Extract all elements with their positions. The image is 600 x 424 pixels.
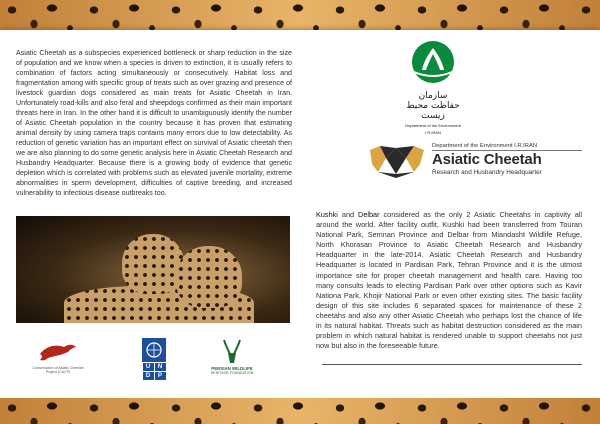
undp-logo	[140, 338, 168, 380]
body-text: considered as the only 2 Asiatic Cheetahs in captivity all around the world. After facility outfit, Kushki had been transferred from Touran National Park, Semnan Province and Delbar from Miandasht Wildlife Refuge, North Khorasan Province to Asiatic Cheetah Research and Husbandry Headquarter in the late-2014. Asiatic Cheetah Research and Husbandry Headquarter is located in Pardisan Park, Tehran Province and it is the utmost importance site for proper cheetah management and health care. Having too many consults leads to electing Pardisan Park over other options such as Kavir Nationa Park, Khojir National Park or even other existing sites. The basic facility design of this site includes 6 separated spaces for maintenance of these 2 cheetahs and also any other Asiatic Cheetah who perhaps lost the chance of life in its natural habitat. Threats such as habitat destruction considered as the main problem in which natural habitat is rendered unable to support cheetahs not just now but also in the foreseeable future.	[316, 210, 582, 351]
cheetah-name-delbar: Delbar	[358, 210, 380, 219]
left-column	[16, 48, 292, 198]
cheetahs-photo	[16, 216, 290, 323]
cheetah-name-kushki: Kushki	[316, 210, 338, 219]
persian-wildlife-logo	[200, 338, 264, 375]
cheetah-head-left	[122, 234, 184, 294]
cheetah-head-right	[176, 246, 242, 308]
doe-emblem-icon	[404, 40, 462, 84]
doe-english-label: Department of the Environment	[405, 123, 461, 128]
intro-paragraph: Asiatic Cheetah as a subspecies experienced bottleneck or sharp reduction in the size of population and we know when a species is driven to extinction, it is usually refers to combination of factors acting simultaneously or consecutively. Habitat loss and fragmentation among with specific group of treats such as over grazing and presence of livestock guardian dogs considered as main treats for Asiatic Cheetah in Iran. Unfortunately road-kills and also feral and sheepdogs confirmed as their main important threats here in Iran. In the other hand it is difficult to unambiguously identify the number of Asiatic Cheetah population in the country because it has proven that estimating animal density by using camera traps contains many errors due to low detectability. As reduction of genetic variation has an important effect on survival of Asiatic cheetah then we are also planning to do some genetic analysis here in Asiatic Cheetah Research and Husbandry Headquarter. Because there is a growing body of evidence that genetic depletion which is correlated with problems such as elevated juvenile mortality, extreme abnormalities in sperm development, difficulties of captive breeding, and increased vulnerability to infectious disease outbreaks too.	[16, 49, 292, 197]
persian-wildlife-label: PERSIAN WILDLIFE	[211, 366, 253, 371]
doe-english-sub: I.R.IRAN	[425, 130, 441, 135]
cheetah-pattern-icon	[366, 142, 426, 180]
cacp-label: Conservation of Asiatic Cheetah Project (CACP)	[32, 366, 84, 374]
body-paragraph	[316, 210, 582, 351]
cacp-logo	[30, 338, 86, 374]
ac-small-title: Department of the Environment I.R.IRAN	[432, 143, 538, 149]
asiatic-cheetah-logo	[366, 142, 586, 180]
cheetah-fur-band-bottom	[0, 398, 600, 424]
brochure-page	[0, 30, 600, 402]
doe-persian-text: سازمان حفاظت محیط زیست	[406, 91, 460, 121]
partner-logos	[30, 338, 266, 382]
ac-subtitle: Research and Husbandry Headquarter	[432, 169, 542, 176]
running-cheetah-icon	[38, 338, 78, 364]
antelope-head-icon	[216, 338, 248, 364]
ac-title: Asiatic Cheetah	[432, 151, 542, 168]
divider	[322, 364, 582, 365]
persian-wildlife-sub: HERITAGE FOUNDATION	[210, 371, 254, 375]
undp-letter-tiles-2: D P	[143, 372, 166, 380]
undp-letter-tiles: U N	[143, 363, 166, 371]
body-and: and	[337, 210, 359, 219]
un-emblem-icon	[142, 338, 166, 362]
doe-logo	[404, 40, 462, 135]
